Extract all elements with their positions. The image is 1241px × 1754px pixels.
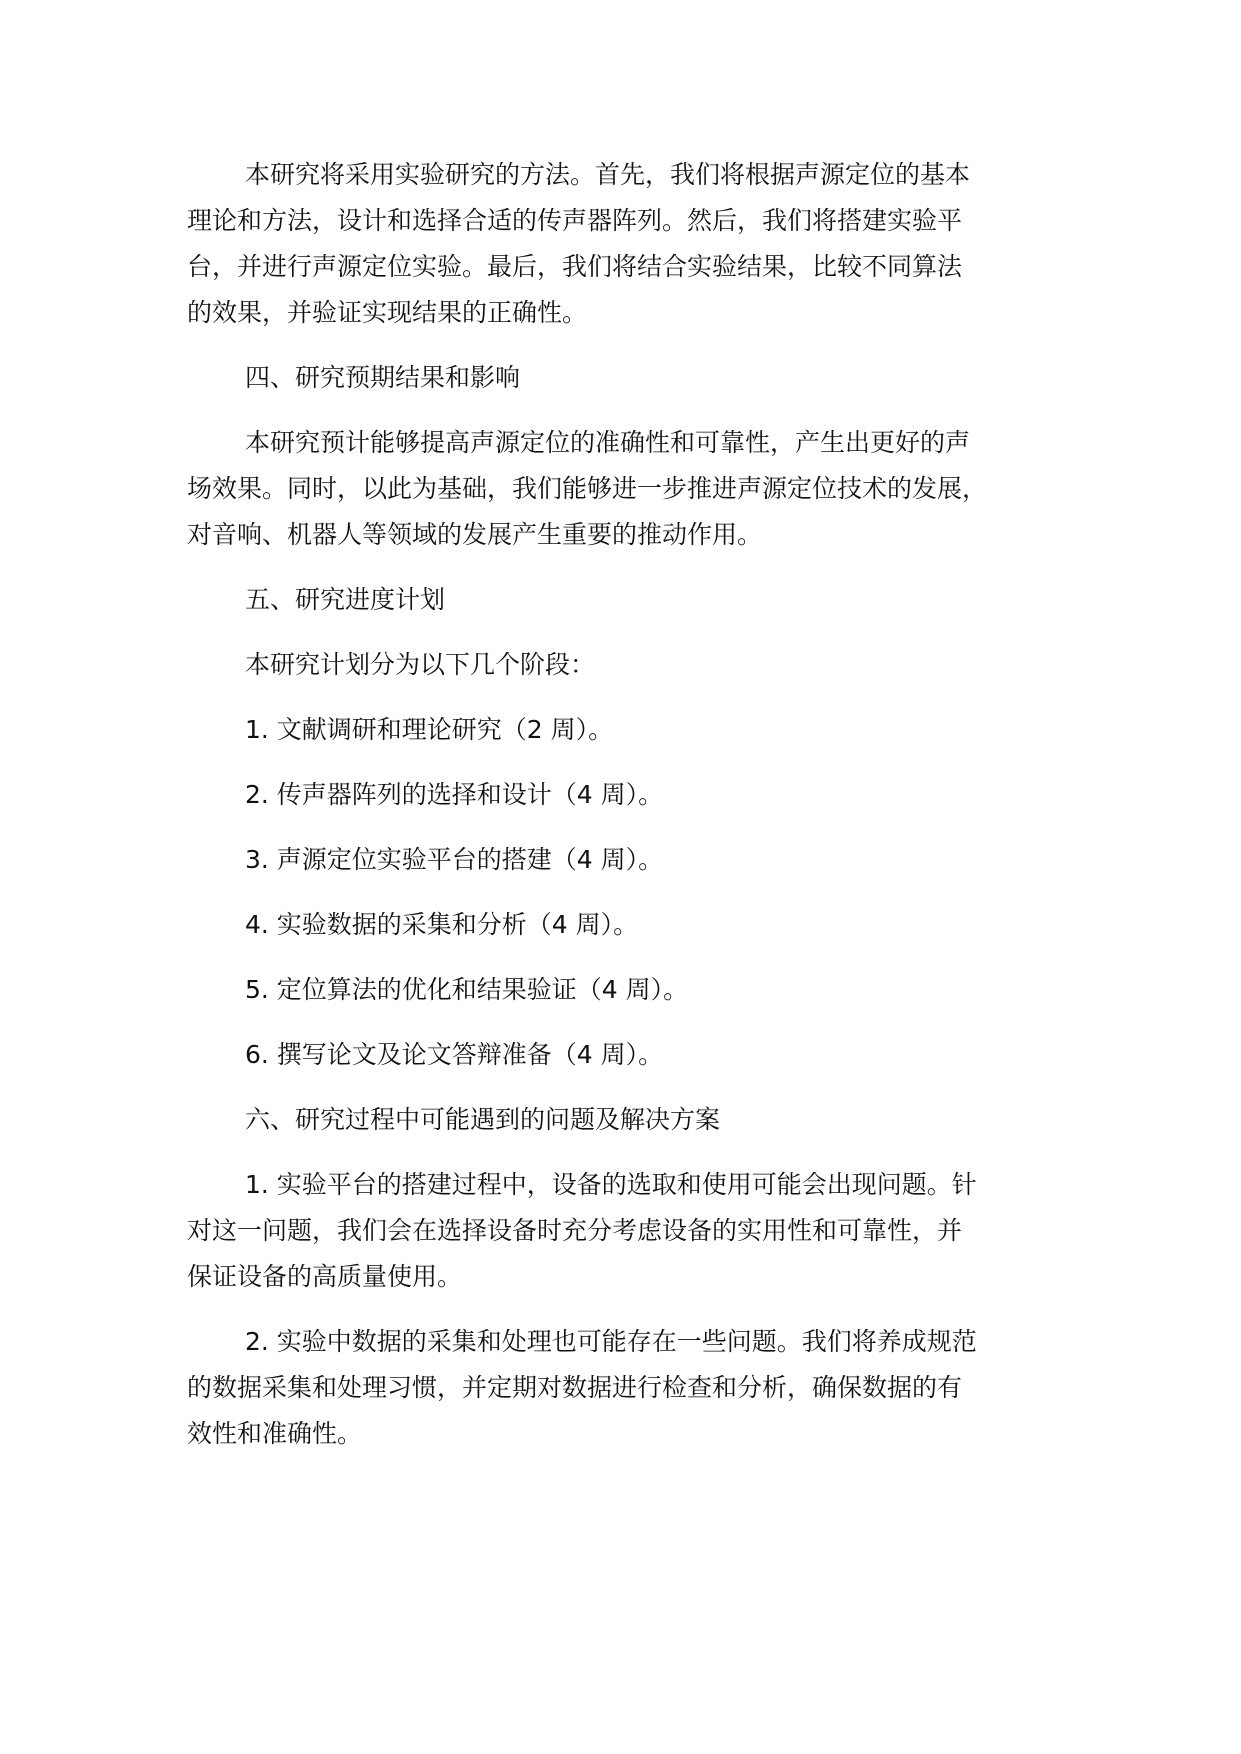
text-line: 的数据采集和处理习惯，并定期对数据进行检查和分析，确保数据的有	[187, 1373, 963, 1402]
plan-stage-6	[187, 1032, 1087, 1078]
heading-text: 四、研究预期结果和影响	[245, 363, 521, 392]
text-line: 对这一问题，我们会在选择设备时充分考虑设备的实用性和可靠性，并	[187, 1216, 963, 1245]
list-item: 3. 声源定位实验平台的搭建（4 周）。	[245, 845, 664, 874]
plan-stage-3	[187, 837, 1087, 883]
list-item: 5. 定位算法的优化和结果验证（4 周）。	[245, 975, 689, 1004]
text-line: 保证设备的高质量使用。	[187, 1262, 463, 1291]
text-line: 对音响、机器人等领域的发展产生重要的推动作用。	[187, 520, 763, 549]
plan-stage-1	[187, 707, 1087, 753]
list-item: 2. 传声器阵列的选择和设计（4 周）。	[245, 780, 664, 809]
heading-text: 六、研究过程中可能遇到的问题及解决方案	[245, 1105, 721, 1134]
text-line: 1. 实验平台的搭建过程中，设备的选取和使用可能会出现问题。针	[245, 1170, 977, 1199]
text-line: 本研究计划分为以下几个阶段：	[245, 650, 596, 679]
section-heading-5	[187, 577, 1087, 623]
plan-stage-5	[187, 967, 1087, 1013]
paragraph-problem-2	[187, 1319, 1087, 1457]
heading-text: 五、研究进度计划	[245, 585, 446, 614]
section-heading-4	[187, 355, 1087, 401]
text-line: 本研究将采用实验研究的方法。首先，我们将根据声源定位的基本	[245, 160, 971, 189]
paragraph-problem-1	[187, 1162, 1087, 1300]
list-item: 4. 实验数据的采集和分析（4 周）。	[245, 910, 639, 939]
document-body	[187, 152, 1087, 1476]
plan-stage-4	[187, 902, 1087, 948]
paragraph-plan-intro	[187, 642, 1087, 688]
text-line: 理论和方法，设计和选择合适的传声器阵列。然后，我们将搭建实验平	[187, 206, 963, 235]
text-line: 场效果。同时，以此为基础，我们能够进一步推进声源定位技术的发展，	[187, 474, 988, 503]
paragraph-expected-results	[187, 420, 1087, 558]
list-item: 1. 文献调研和理论研究（2 周）。	[245, 715, 614, 744]
text-line: 2. 实验中数据的采集和处理也可能存在一些问题。我们将养成规范	[245, 1327, 977, 1356]
text-line: 本研究预计能够提高声源定位的准确性和可靠性，产生出更好的声	[245, 428, 971, 457]
plan-stage-2	[187, 772, 1087, 818]
text-line: 台，并进行声源定位实验。最后，我们将结合实验结果，比较不同算法	[187, 252, 963, 281]
text-line: 效性和准确性。	[187, 1419, 363, 1448]
text-line: 的效果，并验证实现结果的正确性。	[187, 298, 588, 327]
paragraph-method	[187, 152, 1087, 336]
list-item: 6. 撰写论文及论文答辩准备（4 周）。	[245, 1040, 664, 1069]
section-heading-6	[187, 1097, 1087, 1143]
